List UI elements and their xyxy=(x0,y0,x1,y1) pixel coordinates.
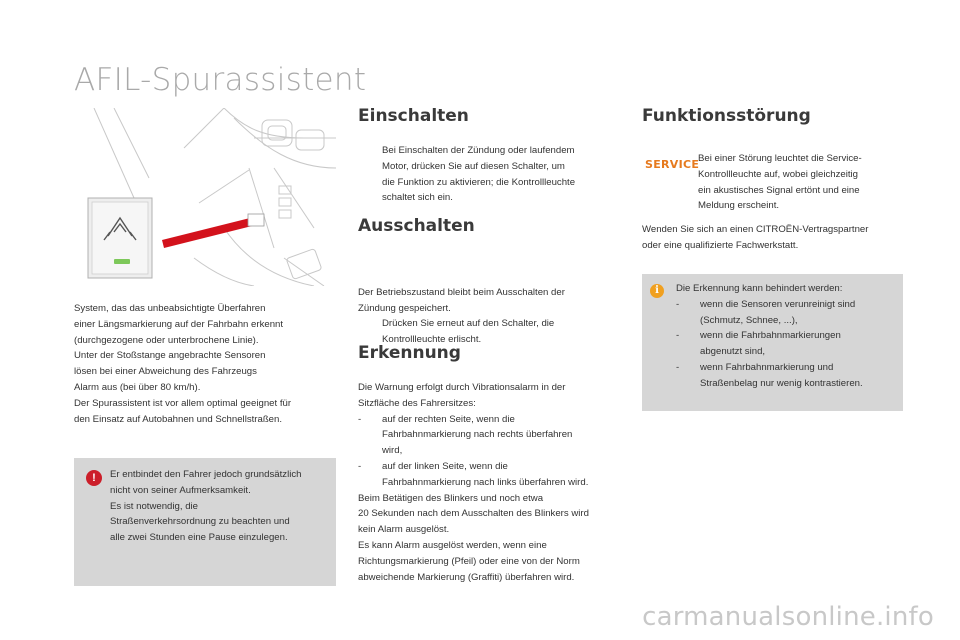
text-line: Fahrbahnmarkierung nach links überfahren wird. xyxy=(382,476,589,488)
text-line: Kontrollleuchte erlischt. xyxy=(382,333,482,345)
text-line: Richtungsmarkierung (Pfeil) oder eine von der Norm xyxy=(358,555,580,567)
text-line: den Einsatz auf Autobahnen und Schnellstraßen. xyxy=(74,413,283,425)
dash-marker: - xyxy=(676,361,680,373)
text-line: (durchgezogene oder unterbrochene Linie). xyxy=(74,334,259,346)
dash-marker: - xyxy=(676,298,680,310)
text-line: Straßenbelag nur wenig kontrastieren. xyxy=(700,377,863,389)
dash-marker: - xyxy=(358,460,362,472)
text-line: schaltet sich ein. xyxy=(382,192,453,204)
text-line: auf der rechten Seite, wenn die xyxy=(382,413,515,425)
text-line: ein akustisches Signal ertönt und eine xyxy=(698,184,860,196)
text-line: Der Betriebszustand bleibt beim Ausschalten der xyxy=(358,287,565,298)
text-line: die Funktion zu aktivieren; die Kontrollleuchte xyxy=(382,176,576,188)
dashboard-illustration xyxy=(74,108,336,286)
text-line: wird, xyxy=(382,445,403,457)
list-item xyxy=(676,297,898,329)
service-text xyxy=(698,151,908,214)
text-line: wenn Fahrbahnmarkierung und xyxy=(700,361,834,373)
text-line: 20 Sekunden nach dem Ausschalten des Blinkers wird xyxy=(358,508,589,520)
text-line: Sitzfläche des Fahrersitzes: xyxy=(358,397,476,409)
dash-marker: - xyxy=(358,413,362,425)
text-line: Motor, drücken Sie auf diesen Schalter, um xyxy=(382,160,565,172)
text-line: Bei einer Störung leuchtet die Service- xyxy=(698,153,862,164)
text-line: Zündung gespeichert. xyxy=(358,302,451,314)
text-line: alle zwei Stunden eine Pause einzulegen. xyxy=(110,532,288,544)
info-icon: i xyxy=(650,284,664,298)
contact-text xyxy=(642,222,912,254)
info-text xyxy=(676,281,898,392)
text-line: oder eine qualifizierte Fachwerkstatt. xyxy=(642,239,799,251)
exclamation-icon: ! xyxy=(86,470,102,486)
text-line: Die Erkennung kann behindert werden: xyxy=(676,283,843,294)
lane-switch-location xyxy=(248,214,264,226)
text-line: Es kann Alarm ausgelöst werden, wenn eine xyxy=(358,539,547,551)
list-item xyxy=(358,412,622,459)
text-line: wenn die Sensoren verunreinigt sind xyxy=(700,298,856,310)
text-line: Er entbindet den Fahrer jedoch grundsätzlich xyxy=(110,469,302,480)
warning-box xyxy=(74,458,336,586)
heading-ausschalten: Ausschalten xyxy=(358,216,475,236)
dashboard-drawing xyxy=(74,108,336,286)
text-line: Meldung erscheint. xyxy=(698,200,780,212)
dash-marker: - xyxy=(676,330,680,342)
text-line: System, das das unbeabsichtigte Überfahren xyxy=(74,303,266,314)
heading-funktionsstoerung: Funktionsstörung xyxy=(642,106,811,126)
heading-erkennung: Erkennung xyxy=(358,343,461,363)
page-title: AFIL-Spurassistent xyxy=(74,62,367,98)
text-line: Es ist notwendig, die xyxy=(110,500,198,512)
text-line: abweichende Markierung (Graffiti) überfahren wird. xyxy=(358,571,575,583)
service-warning-icon: SERVICE xyxy=(645,158,700,171)
text-line: lösen bei einer Abweichung des Fahrzeugs xyxy=(74,366,257,378)
list-item xyxy=(676,328,898,360)
list-item xyxy=(676,360,898,392)
text-line: Wenden Sie sich an einen CITROËN-Vertragspartner xyxy=(642,224,869,235)
text-line: wenn die Fahrbahnmarkierungen xyxy=(700,330,841,342)
text-line: kein Alarm ausgelöst. xyxy=(358,524,450,536)
text-line: Kontrollleuchte auf, wobei gleichzeitig xyxy=(698,168,858,180)
text-line: Der Spurassistent ist vor allem optimal geeignet für xyxy=(74,397,292,409)
switch-indicator-led xyxy=(114,259,130,264)
text-line: einer Längsmarkierung auf der Fahrbahn erkennt xyxy=(74,318,284,330)
text-line: Straßenverkehrsordnung zu beachten und xyxy=(110,516,290,528)
text-line: Bei Einschalten der Zündung oder laufendem xyxy=(382,145,575,156)
text-line: (Schmutz, Schnee, ...), xyxy=(700,314,798,326)
list-item xyxy=(358,459,622,491)
erkennung-text xyxy=(358,380,622,585)
ausschalten-text xyxy=(358,285,620,317)
text-line: abgenutzt sind, xyxy=(700,346,766,358)
text-line: Die Warnung erfolgt durch Vibrationsalarm in der xyxy=(358,382,566,393)
pointer-arrow xyxy=(162,216,260,248)
text-line: Beim Betätigen des Blinkers und noch etwa xyxy=(358,492,544,504)
heading-einschalten: Einschalten xyxy=(358,106,469,126)
intro-text xyxy=(74,301,344,427)
text-line: Unter der Stoßstange angebrachte Sensoren xyxy=(74,350,266,362)
watermark-link[interactable]: carmanualsonline.info xyxy=(642,602,934,632)
text-line: nicht von seiner Aufmerksamkeit. xyxy=(110,484,251,496)
text-line: Alarm aus (bei über 80 km/h). xyxy=(74,381,201,393)
info-box xyxy=(642,274,903,411)
warning-text xyxy=(110,467,330,546)
text-line: Drücken Sie erneut auf den Schalter, die xyxy=(382,318,555,330)
einschalten-step xyxy=(358,143,644,206)
text-line: Fahrbahnmarkierung nach rechts überfahren xyxy=(382,429,573,441)
text-line: auf der linken Seite, wenn die xyxy=(382,460,508,472)
